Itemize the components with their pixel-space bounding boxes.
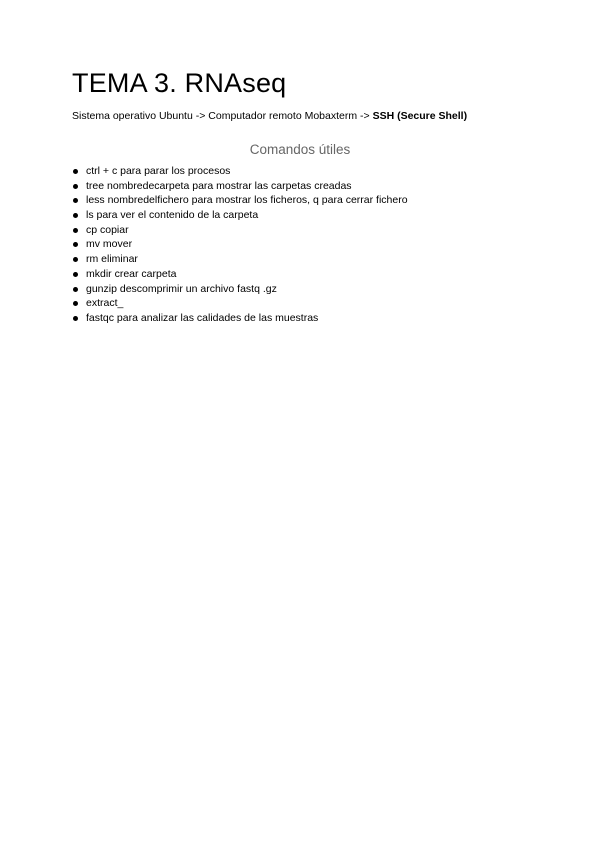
page-title: TEMA 3. RNAseq (72, 68, 287, 98)
list-item (72, 252, 408, 267)
list-item (72, 282, 408, 297)
list-item-text: cp copiar (86, 223, 129, 236)
bullet-icon (73, 213, 78, 218)
list-item (72, 208, 408, 223)
subtitle-text: Sistema operativo Ubuntu -> Computador remoto Mobaxterm -> (72, 110, 373, 122)
bullet-icon (73, 228, 78, 233)
list-item (72, 311, 408, 326)
commands-list (72, 164, 408, 326)
list-item-text: tree nombredecarpeta para mostrar las carpetas creadas (86, 179, 352, 192)
list-item (72, 267, 408, 282)
list-item (72, 164, 408, 179)
bullet-icon (73, 316, 78, 321)
list-item-text: mkdir crear carpeta (86, 267, 177, 280)
subtitle-line (72, 111, 467, 122)
list-item (72, 193, 408, 208)
bullet-icon (73, 301, 78, 306)
list-item-text: ls para ver el contenido de la carpeta (86, 209, 259, 222)
list-item (72, 223, 408, 238)
subtitle-bold-text: SSH (Secure Shell) (372, 110, 468, 122)
bullet-icon (73, 169, 78, 174)
bullet-icon (73, 198, 78, 203)
bullet-icon (73, 184, 78, 189)
list-item-text: fastqc para analizar las calidades de las muestras (86, 311, 319, 324)
section-heading: Comandos útiles (249, 142, 351, 157)
bullet-icon (73, 242, 78, 247)
list-item-text: ctrl + c para parar los procesos (86, 165, 231, 177)
bullet-icon (73, 272, 78, 277)
list-item (72, 296, 408, 311)
list-item-text: mv mover (86, 238, 133, 251)
list-item-text: extract_ (86, 297, 124, 310)
list-item-text: rm eliminar (86, 253, 138, 266)
bullet-icon (73, 287, 78, 292)
list-item (72, 237, 408, 252)
list-item (72, 179, 408, 194)
list-item-text: gunzip descomprimir un archivo fastq .gz (86, 282, 277, 295)
bullet-icon (73, 257, 78, 262)
list-item-text: less nombredelfichero para mostrar los ficheros, q para cerrar fichero (86, 194, 408, 207)
